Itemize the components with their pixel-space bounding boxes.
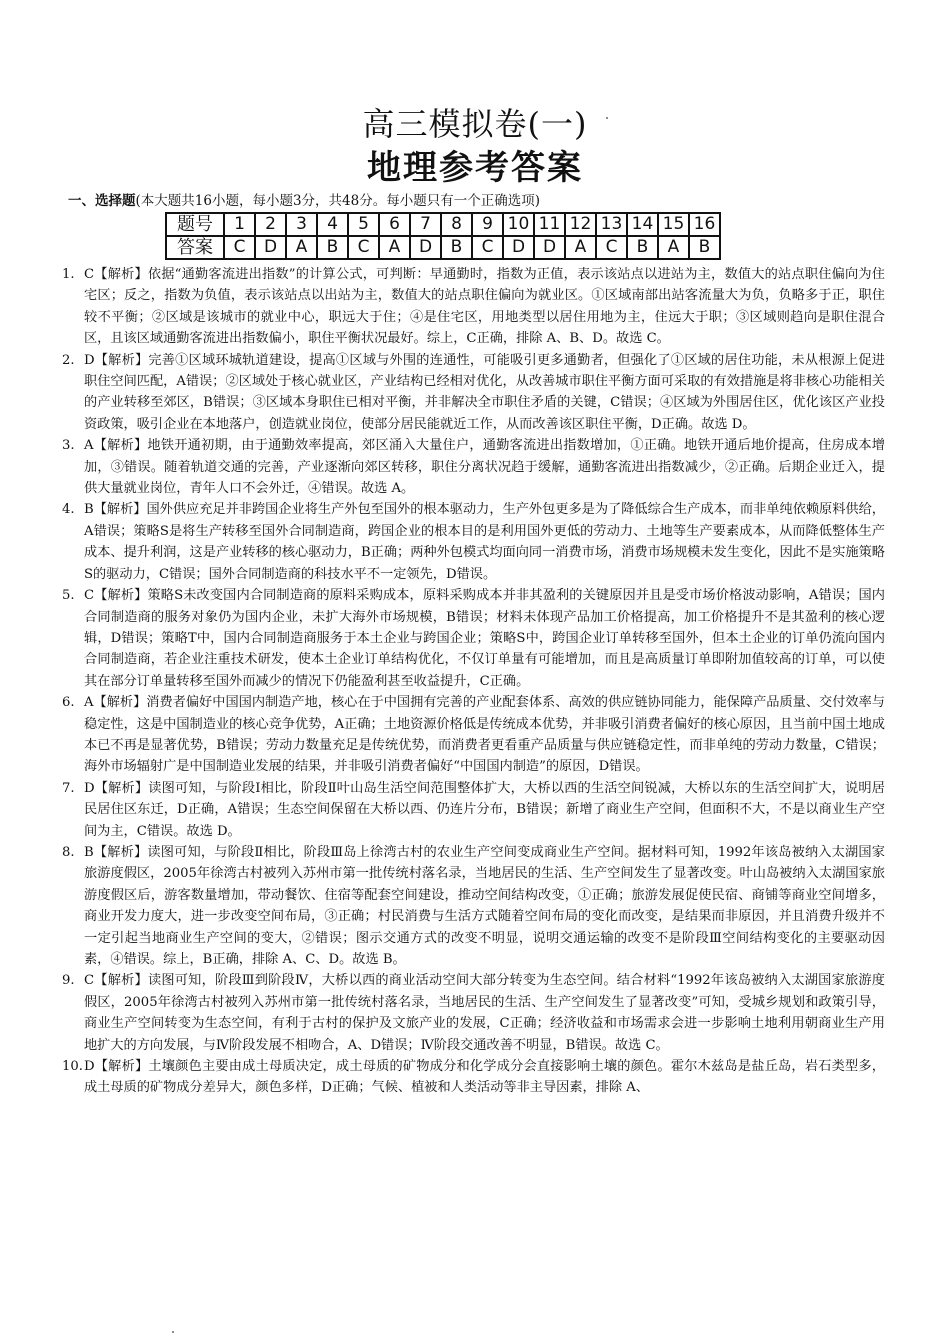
explanation-item bbox=[62, 842, 885, 970]
explanation-text: C【解析】依据“通勤客流进出指数”的计算公式，可判断：早通勤时，指数为正值，表示该站点以进站为主，数值大的站点职住偏向为住宅区；反之，指数为负值，表示该站点以出站为主，数值大的站点职住偏向为就业区。①区域南部出站客流量大为负，负略多于正，职住较不平衡；②区域是该城市的就业中心，职远大于住；④是住宅区，用地类型以居住用地为主，住远大于职；③区域则趋向是职住混合区，且该区域通勤客流进出指数偏小，职住平衡状况最好。综上，C正确，排除 A、B、D。故选 C。 bbox=[84, 267, 885, 347]
question-number: 10 bbox=[503, 213, 534, 236]
answer-letter: C bbox=[348, 236, 379, 259]
exam-title: 高三模拟卷(一) bbox=[362, 105, 588, 143]
row-header-answer: 答案 bbox=[166, 236, 224, 259]
question-number: 16 bbox=[689, 213, 720, 236]
answer-letter: C bbox=[472, 236, 503, 259]
answer-letter: A bbox=[379, 236, 410, 259]
explanation-item bbox=[62, 970, 885, 1056]
explanation-number: 6. bbox=[62, 695, 75, 711]
explanation-number: 4. bbox=[62, 502, 75, 518]
explanation-item bbox=[62, 499, 885, 585]
answer-row bbox=[166, 236, 720, 259]
question-number: 5 bbox=[348, 213, 379, 236]
section-heading bbox=[68, 192, 540, 210]
explanation-item bbox=[62, 1056, 885, 1099]
question-number: 4 bbox=[317, 213, 348, 236]
answer-letter: D bbox=[534, 236, 565, 259]
explanation-item bbox=[62, 264, 885, 350]
explanation-item bbox=[62, 435, 885, 499]
explanation-text: B【解析】国外供应充足并非跨国企业将生产外包至国外的根本驱动力，生产外包更多是为了降低综合生产成本，而非单纯依赖原料供给，A错误；策略S是将生产转移至国外合同制造商，跨国企业的根本目的是利用国外更低的劳动力、土地等生产要素成本，从而降低整体生产成本、提升利润，这是产业转移的核心驱动力，B正确；两种外包模式均面向同一消费市场，消费市场规模未发生变化，因此不是实施策略S的驱动力，C错误；国外合同制造商的科技水平不一定领先，D错误。 bbox=[84, 502, 885, 582]
explanations bbox=[62, 264, 885, 1099]
explanation-text: A【解析】地铁开通初期，由于通勤效率提高，郊区涌入大量住户，通勤客流进出指数增加，①正确。地铁开通后地价提高，住房成本增加，③错误。随着轨道交通的完善，产业逐渐向郊区转移，职住分离状况趋于缓解，通勤客流进出指数减少，②正确。后期企业迁入，提供大量就业岗位，青年人口不会外迁，④错误。故选 A。 bbox=[84, 438, 885, 497]
answer-letter: D bbox=[410, 236, 441, 259]
question-number: 12 bbox=[565, 213, 596, 236]
question-number: 1 bbox=[224, 213, 255, 236]
scan-speck bbox=[172, 1331, 174, 1333]
question-number: 13 bbox=[596, 213, 627, 236]
section-note: (本大题共16小题，每小题3分，共48分。每小题只有一个正确选项) bbox=[135, 193, 540, 209]
explanation-text: D【解析】土壤颜色主要由成土母质决定，成土母质的矿物成分和化学成分会直接影响土壤的颜色。霍尔木兹岛是盐丘岛，岩石类型多，成土母质的矿物成分差异大，颜色多样，D正确；气候、植被和人类活动等非主导因素，排除 A、 bbox=[84, 1059, 885, 1096]
explanation-text: D【解析】读图可知，与阶段Ⅰ相比，阶段Ⅱ叶山岛生活空间范围整体扩大，大桥以西的生活空间锐减，大桥以东的生活空间扩大，说明居民居住区东迁，D正确，A错误；生态空间保留在大桥以西、仍连片分布，B错误；新增了商业生产空间，但面积不大，不是以商业生产空间为主，C错误。故选 D。 bbox=[84, 780, 885, 839]
explanation-item bbox=[62, 692, 885, 778]
answer-letter: A bbox=[286, 236, 317, 259]
answer-letter: B bbox=[689, 236, 720, 259]
explanation-number: 3. bbox=[62, 438, 75, 454]
answer-letter: D bbox=[255, 236, 286, 259]
explanation-text: C【解析】策略S未改变国内合同制造商的原料采购成本，原料采购成本并非其盈利的关键原因并且是受市场价格波动影响，A错误；国内合同制造商的服务对象仍为国内企业，未扩大海外市场规模，B错误；材料未体现产品加工价格提高，加工价格提升不是其盈利的核心逻辑，D错误；策略T中，国内合同制造商服务于本土企业与跨国企业；策略S中，跨国企业订单转移至国外，但本土企业的订单仍流向国内合同制造商，若企业注重技术研发，使本土企业订单结构优化，不仅订单量有可能增加，而且是高质量订单即附加值较高的订单，可以使其在部分订单量转移至国外而减少的情况下仍能盈利甚至收益提升，C正确。 bbox=[84, 588, 885, 689]
explanation-text: A【解析】消费者偏好中国国内制造产地，核心在于中国拥有完善的产业配套体系、高效的供应链协同能力，能保障产品质量、交付效率与稳定性，这是中国制造业的核心竞争优势，A正确；土地资源价格低是传统成本优势，并非吸引消费者偏好的核心原因，且当前中国土地成本已不再是显著优势，B错误；劳动力数量充足是传统优势，而消费者更看重产品质量与供应链稳定性，而非单纯的劳动力数量，C错误；海外市场辐射广是中国制造业发展的结果，并非吸引消费者偏好“中国国内制造”的原因，D错误。 bbox=[84, 695, 885, 775]
answer-letter: D bbox=[503, 236, 534, 259]
answer-table bbox=[165, 212, 721, 260]
question-number: 7 bbox=[410, 213, 441, 236]
explanation-text: C【解析】读图可知，阶段Ⅲ到阶段Ⅳ，大桥以西的商业活动空间大部分转变为生态空间。结合材料“1992年该岛被纳入太湖国家旅游度假区，2005年徐湾古村被列入苏州市第一批传统村落名录，当地居民的生活、生产空间发生了显著改变”可知，受城乡规划和政策引导，商业生产空间转变为生态空间，有利于古村的保护及文旅产业的发展，C正确；经济收益和市场需求会进一步影响土地利用朝商业生产用地扩大的方向发展，与Ⅳ阶段发展不相吻合，A、D错误；Ⅳ阶段交通改善不明显，B错误。故选 C。 bbox=[84, 973, 885, 1053]
explanation-number: 10. bbox=[62, 1059, 83, 1075]
explanation-item bbox=[62, 585, 885, 692]
explanation-item bbox=[62, 350, 885, 436]
explanation-number: 2. bbox=[62, 352, 75, 368]
answer-letter: A bbox=[658, 236, 689, 259]
question-number: 14 bbox=[627, 213, 658, 236]
question-number: 8 bbox=[441, 213, 472, 236]
answer-letter: B bbox=[317, 236, 348, 259]
question-number: 6 bbox=[379, 213, 410, 236]
question-number: 15 bbox=[658, 213, 689, 236]
answer-letter: B bbox=[627, 236, 658, 259]
question-number-row bbox=[166, 213, 720, 236]
explanation-number: 5. bbox=[62, 588, 75, 604]
section-label: 一、选择题 bbox=[68, 193, 136, 209]
row-header-number: 题号 bbox=[166, 213, 224, 236]
explanation-number: 8. bbox=[62, 844, 75, 860]
explanation-text: B【解析】读图可知，与阶段Ⅱ相比，阶段Ⅲ岛上徐湾古村的农业生产空间变成商业生产空间。据材料可知，1992年该岛被纳入太湖国家旅游度假区，2005年徐湾古村被列入苏州市第一批传统村落名录，当地居民的生活、生产空间发生了显著改变。叶山岛被纳入太湖国家旅游度假区后，游客数量增加，带动餐饮、住宿等配套空间建设，推动空间结构改变，①正确；旅游发展促使民宿、商铺等商业空间增多，商业开发力度大，进一步改变空间布局，③正确；村民消费与生活方式随着空间布局的变化而改变，是结果而非原因，并且消费升级并不一定引起当地商业生产空间的变大，②错误；图示交通方式的改变不明显，说明交通运输的改变不是阶段Ⅲ空间结构变化的主要驱动因素，④错误。综上，B正确，排除 A、C、D。故选 B。 bbox=[84, 844, 885, 967]
answer-letter: C bbox=[596, 236, 627, 259]
explanation-number: 9. bbox=[62, 973, 75, 989]
explanation-item bbox=[62, 778, 885, 842]
question-number: 11 bbox=[534, 213, 565, 236]
answer-key-title: 地理参考答案 bbox=[367, 148, 583, 188]
answer-letter: C bbox=[224, 236, 255, 259]
answer-letter: B bbox=[441, 236, 472, 259]
explanation-number: 7. bbox=[62, 780, 75, 796]
question-number: 9 bbox=[472, 213, 503, 236]
explanation-text: D【解析】完善①区域环城轨道建设，提高①区域与外围的连通性，可能吸引更多通勤者，但强化了①区域的居住功能，未从根源上促进职住空间匹配，A错误；②区域处于核心就业区，产业结构已经相对优化，从改善城市职住平衡方面可采取的有效措施是将非核心功能相关的产业转移至郊区，B错误；③区域本身职住已相对平衡，并非解决全市职住矛盾的关键，C错误；④区域为外围居住区，优化该区产业投资政策，吸引企业在本地落户，创造就业岗位，使部分居民能就近工作，从而改善该区职住平衡，D正确。故选 D。 bbox=[84, 352, 885, 432]
question-number: 3 bbox=[286, 213, 317, 236]
explanation-number: 1. bbox=[62, 267, 75, 282]
answer-letter: A bbox=[565, 236, 596, 259]
question-number: 2 bbox=[255, 213, 286, 236]
